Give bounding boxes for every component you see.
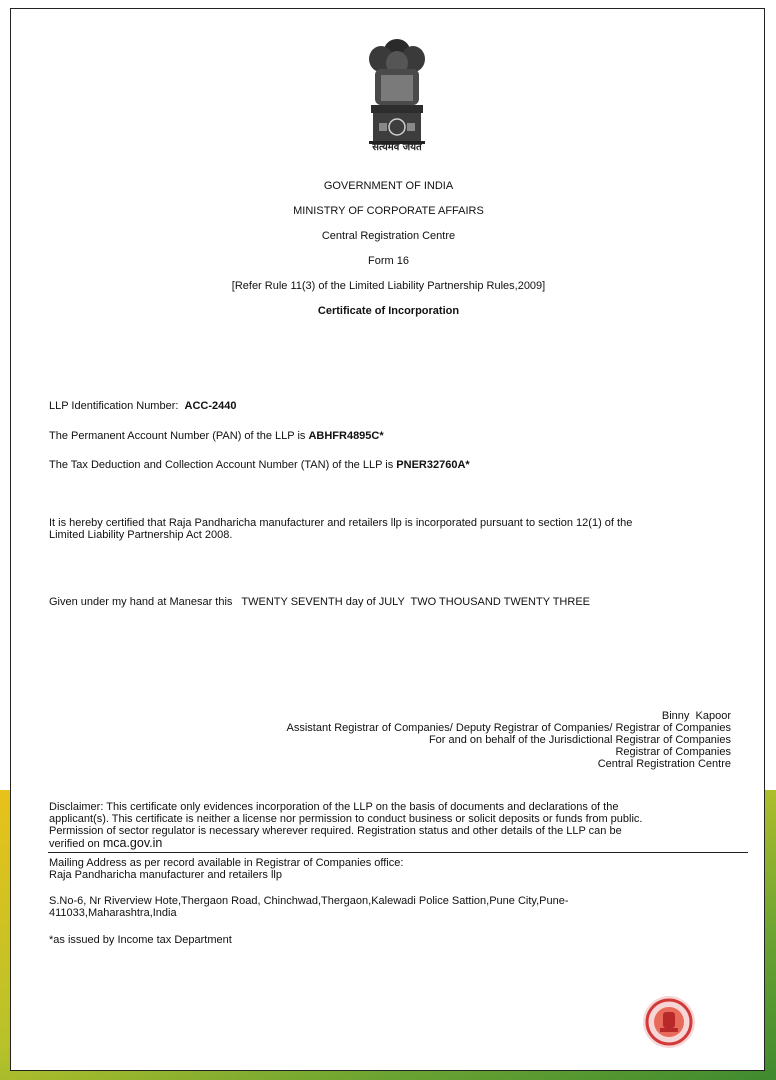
mca-link[interactable]: mca.gov.in <box>102 836 163 850</box>
mailing-address-line-1: S.No-6, Nr Riverview Hote,Thergaon Road, Chinchwad,Thergaon,Kalewadi Police Sattion,Pune City,Pune- <box>49 895 569 907</box>
certify-line-2: Limited Liability Partnership Act 2008. <box>49 529 233 541</box>
tan-label: The Tax Deduction and Collection Account Number (TAN) of the LLP is <box>49 459 394 471</box>
pan-value: ABHFR4895C* <box>308 430 384 442</box>
mailing-address-line-2: 411033,Maharashtra,India <box>49 907 177 919</box>
emblem-motto: सत्यमेव जयते <box>372 142 422 153</box>
certificate-sheet <box>10 8 765 1071</box>
disclaimer-verified-on: verified on <box>49 838 100 850</box>
header-government: GOVERNMENT OF INDIA <box>323 180 454 192</box>
official-seal-icon <box>641 994 697 1050</box>
disclaimer-line-1: Disclaimer: This certificate only evidences incorporation of the LLP on the basis of documents and declarations of the <box>49 801 619 813</box>
header-rule-reference: [Refer Rule 11(3) of the Limited Liability Partnership Rules,2009] <box>231 280 546 292</box>
mailing-address-company: Raja Pandharicha manufacturer and retailers llp <box>49 869 282 881</box>
llpin-value: ACC-2440 <box>184 400 237 412</box>
llpin-label: LLP Identification Number: <box>49 400 179 412</box>
pan-label: The Permanent Account Number (PAN) of the LLP is <box>49 430 306 442</box>
disclaimer-line-4 <box>49 837 162 850</box>
llpin-line <box>49 400 236 412</box>
footnote: *as issued by Income tax Department <box>49 934 232 946</box>
tan-line <box>49 459 470 471</box>
given-under-hand: Given under my hand at Manesar this TWENTY SEVENTH day of JULY TWO THOUSAND TWENTY THREE <box>49 596 590 608</box>
disclaimer-line-3: Permission of sector regulator is necessary wherever required. Registration status and other details of the LLP can be <box>49 825 622 837</box>
signatory-designation-4: Central Registration Centre <box>597 758 731 770</box>
certify-line-1: It is hereby certified that Raja Pandharicha manufacturer and retailers llp is incorporated pursuant to section 12(1) of the <box>49 517 633 529</box>
signatory-designation-1: Assistant Registrar of Companies/ Deputy Registrar of Companies/ Registrar of Companies <box>286 722 731 734</box>
signatory-designation-2: For and on behalf of the Jurisdictional Registrar of Companies <box>428 734 731 746</box>
tan-value: PNER32760A* <box>396 459 470 471</box>
pan-line <box>49 430 384 442</box>
header-form: Form 16 <box>368 255 409 267</box>
signatory-name: Binny Kapoor <box>661 710 731 722</box>
disclaimer-divider <box>48 852 748 853</box>
disclaimer-line-2: applicant(s). This certificate is neither a license nor permission to conduct business or solicit deposits or funds from public. <box>49 813 643 825</box>
header-ministry: MINISTRY OF CORPORATE AFFAIRS <box>293 205 484 217</box>
signatory-designation-3: Registrar of Companies <box>615 746 731 758</box>
mailing-address-heading: Mailing Address as per record available in Registrar of Companies office: <box>49 857 404 869</box>
header-centre: Central Registration Centre <box>321 230 456 242</box>
certificate-title: Certificate of Incorporation <box>317 305 460 317</box>
